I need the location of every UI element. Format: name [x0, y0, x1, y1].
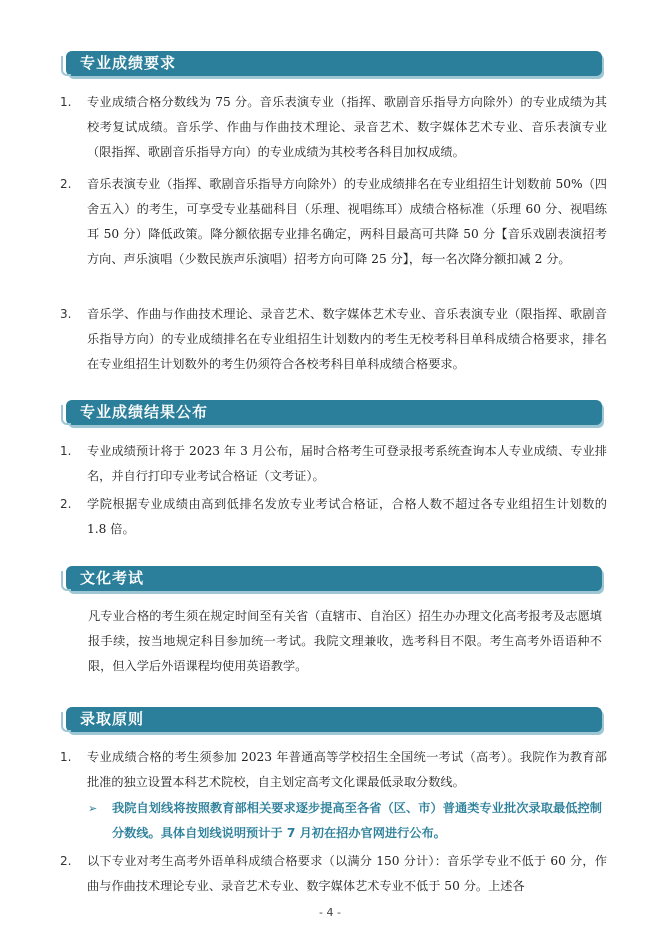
page-number: - 4 -	[319, 906, 341, 919]
item-text: 专业成绩合格分数线为 75 分。音乐表演专业（指挥、歌剧音乐指导方向除外）的专业成绩为其校考复试成绩。音乐学、作曲与作曲技术理论、录音艺术、数字媒体艺术专业、音乐表演专业（限指挥、歌剧音乐指导方向）的专业成绩为其校考各科目加权成绩。	[87, 95, 607, 159]
item-text: 专业成绩合格的考生须参加 2023 年普通高等学校招生全国统一考试（高考）。我院作为教育部批准的独立设置本科艺术院校，自主划定高考文化课最低录取分数线。	[87, 750, 607, 789]
section-heading: 专业成绩要求	[80, 54, 177, 72]
item-text: 音乐表演专业（指挥、歌剧音乐指导方向除外）的专业成绩排名在专业组招生计划数前 50%（四舍五入）的考生，可享受专业基础科目（乐理、视唱练耳）成绩合格标准（乐理 60 分、视唱练耳 50 分）降低政策。降分额依据专业排名确定，两科目最高可共降 50 分【音乐戏剧表演招考方向、声乐演唱（少数民族声乐演唱）招考方向可降 25 分】，每一名次降分额扣减 2 分。	[87, 177, 607, 266]
item-number: 3.	[60, 307, 72, 321]
section-heading-bar	[66, 51, 602, 76]
heading-decoration	[61, 712, 71, 732]
section-heading: 专业成绩结果公布	[80, 403, 209, 421]
section-heading: 录取原则	[80, 710, 145, 728]
heading-decoration	[61, 56, 71, 76]
item-number: 2.	[60, 177, 72, 191]
item-number: 1.	[60, 95, 72, 109]
item-text: 音乐学、作曲与作曲技术理论、录音艺术、数字媒体艺术专业、音乐表演专业（限指挥、歌剧音乐指导方向）的专业成绩排名在专业组招生计划数内的考生无校考科目单科成绩合格要求，排名在专业组招生计划数外的考生仍须符合各校考科目单科成绩合格要求。	[87, 307, 607, 371]
section-heading-bar	[66, 707, 602, 732]
item-number: 2.	[60, 497, 72, 511]
section-heading: 文化考试	[80, 569, 145, 587]
section-heading-bar	[66, 400, 602, 425]
arrow-bullet-icon: ➢	[88, 802, 98, 815]
item-number: 1.	[60, 444, 72, 458]
item-number: 2.	[60, 854, 72, 868]
bullet-text: 我院自划线将按照教育部相关要求逐步提高至各省（区、市）普通类专业批次录取最低控制分数线。具体自划线说明预计于 7 月初在招办官网进行公布。	[112, 801, 602, 840]
heading-decoration	[61, 405, 71, 425]
section-heading-bar	[66, 566, 602, 591]
item-number: 1.	[60, 750, 72, 764]
item-text: 学院根据专业成绩由高到低排名发放专业考试合格证，合格人数不超过各专业组招生计划数的 1.8 倍。	[87, 497, 607, 536]
paragraph: 凡专业合格的考生须在规定时间至有关省（直辖市、自治区）招生办办理文化高考报考及志愿填报手续，按当地规定科目参加统一考试。我院文理兼收，选考科目不限。考生高考外语语种不限，但入学后外语课程均使用英语教学。	[88, 609, 602, 673]
heading-decoration	[61, 571, 71, 591]
item-text: 以下专业对考生高考外语单科成绩合格要求（以满分 150 分计）：音乐学专业不低于 60 分，作曲与作曲技术理论专业、录音艺术专业、数字媒体艺术专业不低于 50 分。上述各	[87, 854, 607, 893]
item-text: 专业成绩预计将于 2023 年 3 月公布，届时合格考生可登录报考系统查询本人专业成绩、专业排名，并自行打印专业考试合格证（文考证）。	[87, 444, 607, 483]
